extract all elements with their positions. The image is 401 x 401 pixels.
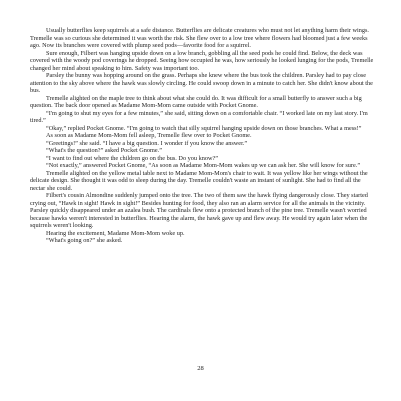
paragraph: Sure enough, Filbert was hanging upside down on a low branch, gobbling all the seed pods he could find. Below, the deck was covered with the woody pod coverings he dropped. Seeing how occupied he was, how seriously he looked lunging for the pods, Tremelle changed her mind about speaking to him. Safety was important too. bbox=[30, 49, 374, 72]
paragraph: “Not exactly,” answered Pocket Gnome, “As soon as Madame Mom-Mom wakes up we can ask her. She will know for sure.” bbox=[46, 162, 361, 169]
paragraph: Hearing the excitement, Madame Mom-Mom woke up. bbox=[46, 229, 185, 237]
paragraph: Tremelle alighted on the yellow metal table next to Madame Mom-Mom's chair to wait. It was yellow like her wings without the delicate design. She thought it was odd to sleep during the day. Tremelle couldn't waste an instant of sunlight. She had to find all the nectar she could. bbox=[30, 169, 368, 192]
paragraph: “What's the question?” asked Pocket Gnome.” bbox=[46, 147, 163, 154]
paragraph: “I'm going to shut my eyes for a few minutes,” she said, sitting down on a comfortable chair. “I worked late on my last story. I'm tired.” bbox=[30, 109, 368, 124]
paragraph: “I want to find out where the children go on the bus. Do you know?” bbox=[46, 154, 219, 162]
paragraph: “Greetings!” she said. “I have a big question. I wonder if you know the answer.” bbox=[46, 139, 248, 147]
paragraph: Filbert's cousin Almondine suddenly jumped onto the tree. The two of them saw the hawk flying dangerously close. They started crying out, “Hawk in sight! Hawk in sight!” Besides hunting for food, they also ran an alarm service for all the animals in the vicinity. Parsley quickly disappeared under an azalea bush. The cardinals flew onto a protected branch of the pine tree. Tremelle wasn't worried because hawks weren't interested in butterflies. Hearing the alarm, the hawk gave up and flew away. He would try again later when the squirrels weren't looking. bbox=[30, 192, 368, 229]
paragraph: Parsley the bunny was hopping around on the grass. Perhaps she knew where the bus took the children. Parsley had to pay close attention to the sky above where the hawk was slowly circling. He could swoop down in a minute to catch her. She didn't know about the bus. bbox=[30, 72, 373, 94]
body-text bbox=[30, 27, 375, 245]
paragraph: Tremelle alighted on the maple tree to think about what she could do. It was difficult for a small butterfly to answer such a big question. The back door opened as Madame Mom-Mom came outside with Pocket Gnome. bbox=[30, 94, 362, 109]
page-number: 28 bbox=[197, 365, 204, 372]
paragraph: As soon as Madame Mom-Mom fell asleep, Tremelle flew over to Pocket Gnome. bbox=[46, 132, 252, 139]
paragraph: Usually butterflies keep squirrels at a safe distance. Butterflies are delicate creatures who must not let anything harm their wings. Tremelle was so curious she determined it was worth the risk. She flew over to a low tree where flowers had bloomed just a few weeks ago. Now its branches were covered with plump seed pods—favorite food for a squirrel. bbox=[30, 27, 369, 49]
paragraph: “Okay,” replied Pocket Gnome. “I'm going to watch that silly squirrel hanging upside down on those branches. What a mess!” bbox=[46, 124, 362, 132]
paragraph: “What's going on?” she asked. bbox=[46, 237, 123, 244]
